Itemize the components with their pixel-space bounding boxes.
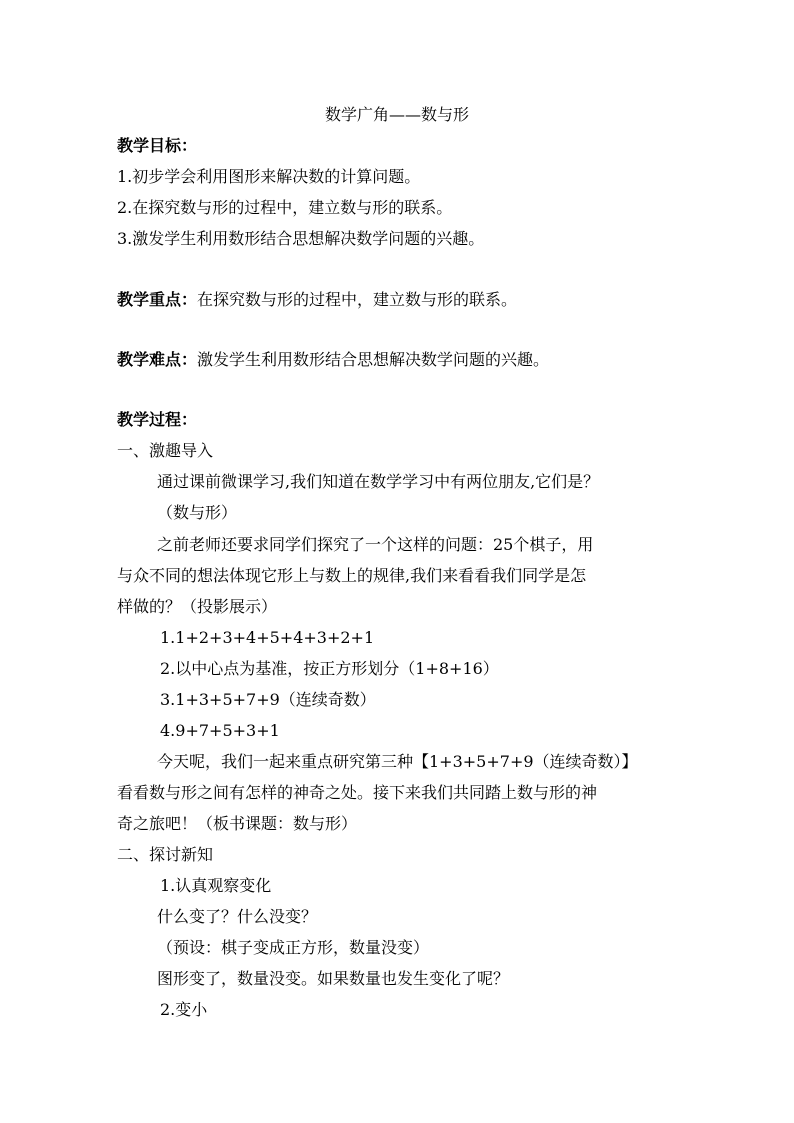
method-item-3: 3.1+3+5+7+9（连续奇数） xyxy=(160,690,376,709)
section1-p3-line3: 奇之旅吧！（板书课题：数与形） xyxy=(117,814,358,833)
section1-p2-line3: 样做的？（投影展示） xyxy=(117,597,278,616)
document-title: 数学广角——数与形 xyxy=(324,105,469,124)
section2-sub2: 2.变小 xyxy=(160,1000,208,1019)
section1-p2-line2: 与众不同的想法体现它形上与数上的规律,我们来看看我们同学是怎 xyxy=(117,566,587,585)
key-point-label: 教学重点： xyxy=(117,290,198,309)
process-heading: 教学过程： xyxy=(117,410,198,429)
section1-p2-line1: 之前老师还要求同学们探究了一个这样的问题：25个棋子，用 xyxy=(157,535,594,554)
section2-heading: 二、探讨新知 xyxy=(117,845,214,864)
section2-preset: （预设：棋子变成正方形，数量没变） xyxy=(157,938,430,957)
section1-heading: 一、激趣导入 xyxy=(117,441,214,460)
key-point-text: 在探究数与形的过程中，建立数与形的联系。 xyxy=(197,290,518,309)
section2-question1: 什么变了？什么没变？ xyxy=(157,907,318,926)
goal-item-2: 2.在探究数与形的过程中，建立数与形的联系。 xyxy=(117,198,453,217)
method-item-1: 1.1+2+3+4+5+4+3+2+1 xyxy=(160,628,375,647)
goals-heading: 教学目标： xyxy=(117,136,198,155)
difficulty-label: 教学难点： xyxy=(117,350,198,369)
section1-p3-line2: 看看数与形之间有怎样的神奇之处。接下来我们共同踏上数与形的神 xyxy=(117,783,598,802)
difficulty-text: 激发学生利用数形结合思想解决数学问题的兴趣。 xyxy=(197,350,550,369)
key-point-paragraph xyxy=(117,290,517,310)
section2-sub1: 1.认真观察变化 xyxy=(160,876,272,895)
method-item-2: 2.以中心点为基准，按正方形划分（1+8+16） xyxy=(160,659,499,678)
section2-question2: 图形变了，数量没变。如果数量也发生变化了呢？ xyxy=(157,969,510,988)
section1-p1-line2: （数与形） xyxy=(157,503,238,522)
section1-p3-line1: 今天呢，我们一起来重点研究第三种【1+3+5+7+9（连续奇数）】 xyxy=(157,752,638,771)
goal-item-1: 1.初步学会利用图形来解决数的计算问题。 xyxy=(117,167,421,186)
difficulty-paragraph xyxy=(117,350,549,370)
method-item-4: 4.9+7+5+3+1 xyxy=(160,721,280,740)
section1-p1-line1: 通过课前微课学习,我们知道在数学学习中有两位朋友,它们是？ xyxy=(157,472,600,491)
goal-item-3: 3.激发学生利用数形结合思想解决数学问题的兴趣。 xyxy=(117,229,485,248)
